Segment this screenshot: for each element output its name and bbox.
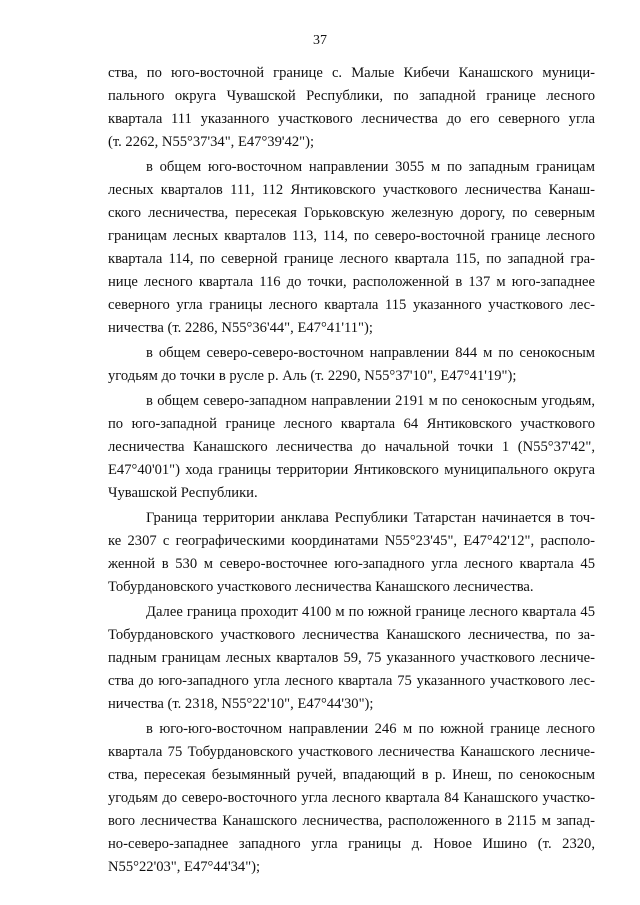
text-line: но-северо-западнее западного угла границы д. Новое Ишино (т. 2320, — [108, 836, 595, 852]
text-line: в юго-юго-восточном направлении 246 м по южной границе лесного — [146, 721, 595, 737]
text-line: N55°22'03", E47°44'34"); — [108, 859, 261, 875]
text-line: Тобурдановского участкового лесничества Канашского лесничества, по за- — [108, 627, 595, 643]
text-line: Граница территории анклава Республики Татарстан начинается в точ- — [146, 510, 595, 526]
paragraph — [108, 156, 595, 340]
text-line: квартала 114, по северной границе лесного квартала 115, по западной гра- — [108, 251, 595, 267]
text-line: падным границам лесных кварталов 59, 75 указанного участкового лесниче- — [108, 650, 595, 666]
text-line: вого лесничества Канашского лесничества, расположенного в 2115 м запад- — [108, 813, 595, 829]
paragraph — [108, 390, 595, 505]
text-line: квартала 75 Тобурдановского участкового лесничества Канашского лесниче- — [108, 744, 595, 760]
text-line: по юго-западной границе лесного квартала 64 Янтиковского участкового — [108, 416, 595, 432]
text-line: лесничества Канашского лесничества до начальной точки 1 (N55°37'42", — [108, 439, 595, 455]
text-line: пального округа Чувашской Республики, по западной границе лесного — [108, 88, 595, 104]
text-line: лесных кварталов 111, 112 Янтиковского участкового лесничества Канаш- — [108, 182, 595, 198]
text-line: ства до юго-западного угла лесного квартала 75 указанного участкового лес- — [108, 673, 595, 689]
text-line: ства, пересекая безымянный ручей, впадающий в р. Инеш, по сенокосным — [108, 767, 595, 783]
text-line: E47°40'01") хода границы территории Янтиковского муниципального округа — [108, 462, 595, 478]
paragraph — [108, 342, 595, 388]
text-line: в общем северо-северо-восточном направлении 844 м по сенокосным — [146, 345, 595, 361]
text-line: северного угла границы лесного квартала 115 указанного участкового лес- — [108, 297, 595, 313]
text-line: угодьям до точки в русле р. Аль (т. 2290, N55°37'10", E47°41'19"); — [108, 368, 517, 384]
paragraph — [108, 507, 595, 599]
text-line: квартала 111 указанного участкового лесничества до его северного угла — [108, 111, 595, 127]
text-line: ства, по юго-восточной границе с. Малые Кибечи Канашского муници- — [108, 65, 595, 81]
text-line: ского лесничества, пересекая Горьковскую железную дорогу, по северным — [108, 205, 595, 221]
text-line: в общем юго-восточном направлении 3055 м по западным границам — [146, 159, 595, 175]
text-line: ничества (т. 2286, N55°36'44", E47°41'11"); — [108, 320, 373, 336]
text-line: в общем северо-западном направлении 2191 м по сенокосным угодьям, — [146, 393, 595, 409]
text-line: угодьям до северо-восточного угла лесного квартала 84 Канашского участко- — [108, 790, 595, 806]
text-line: границам лесных кварталов 113, 114, по северо-восточной границе лесного — [108, 228, 595, 244]
paragraph — [108, 62, 595, 154]
text-line: женной в 530 м северо-восточнее юго-западного угла лесного квартала 45 — [108, 556, 595, 572]
text-line: нице лесного квартала 116 до точки, расположенной в 137 м юго-западнее — [108, 274, 595, 290]
paragraph — [108, 718, 595, 879]
paragraph — [108, 601, 595, 716]
text-line: Далее граница проходит 4100 м по южной границе лесного квартала 45 — [146, 604, 595, 620]
text-line: ке 2307 с географическими координатами N55°23'45", E47°42'12", располо- — [108, 533, 595, 549]
document-body — [108, 62, 595, 879]
text-line: (т. 2262, N55°37'34", E47°39'42"); — [108, 134, 314, 150]
text-line: ничества (т. 2318, N55°22'10", E47°44'30"); — [108, 696, 374, 712]
text-line: Тобурдановского участкового лесничества Канашского лесничества. — [108, 579, 534, 595]
text-line: Чувашской Республики. — [108, 485, 258, 501]
page-number: 37 — [313, 33, 327, 48]
